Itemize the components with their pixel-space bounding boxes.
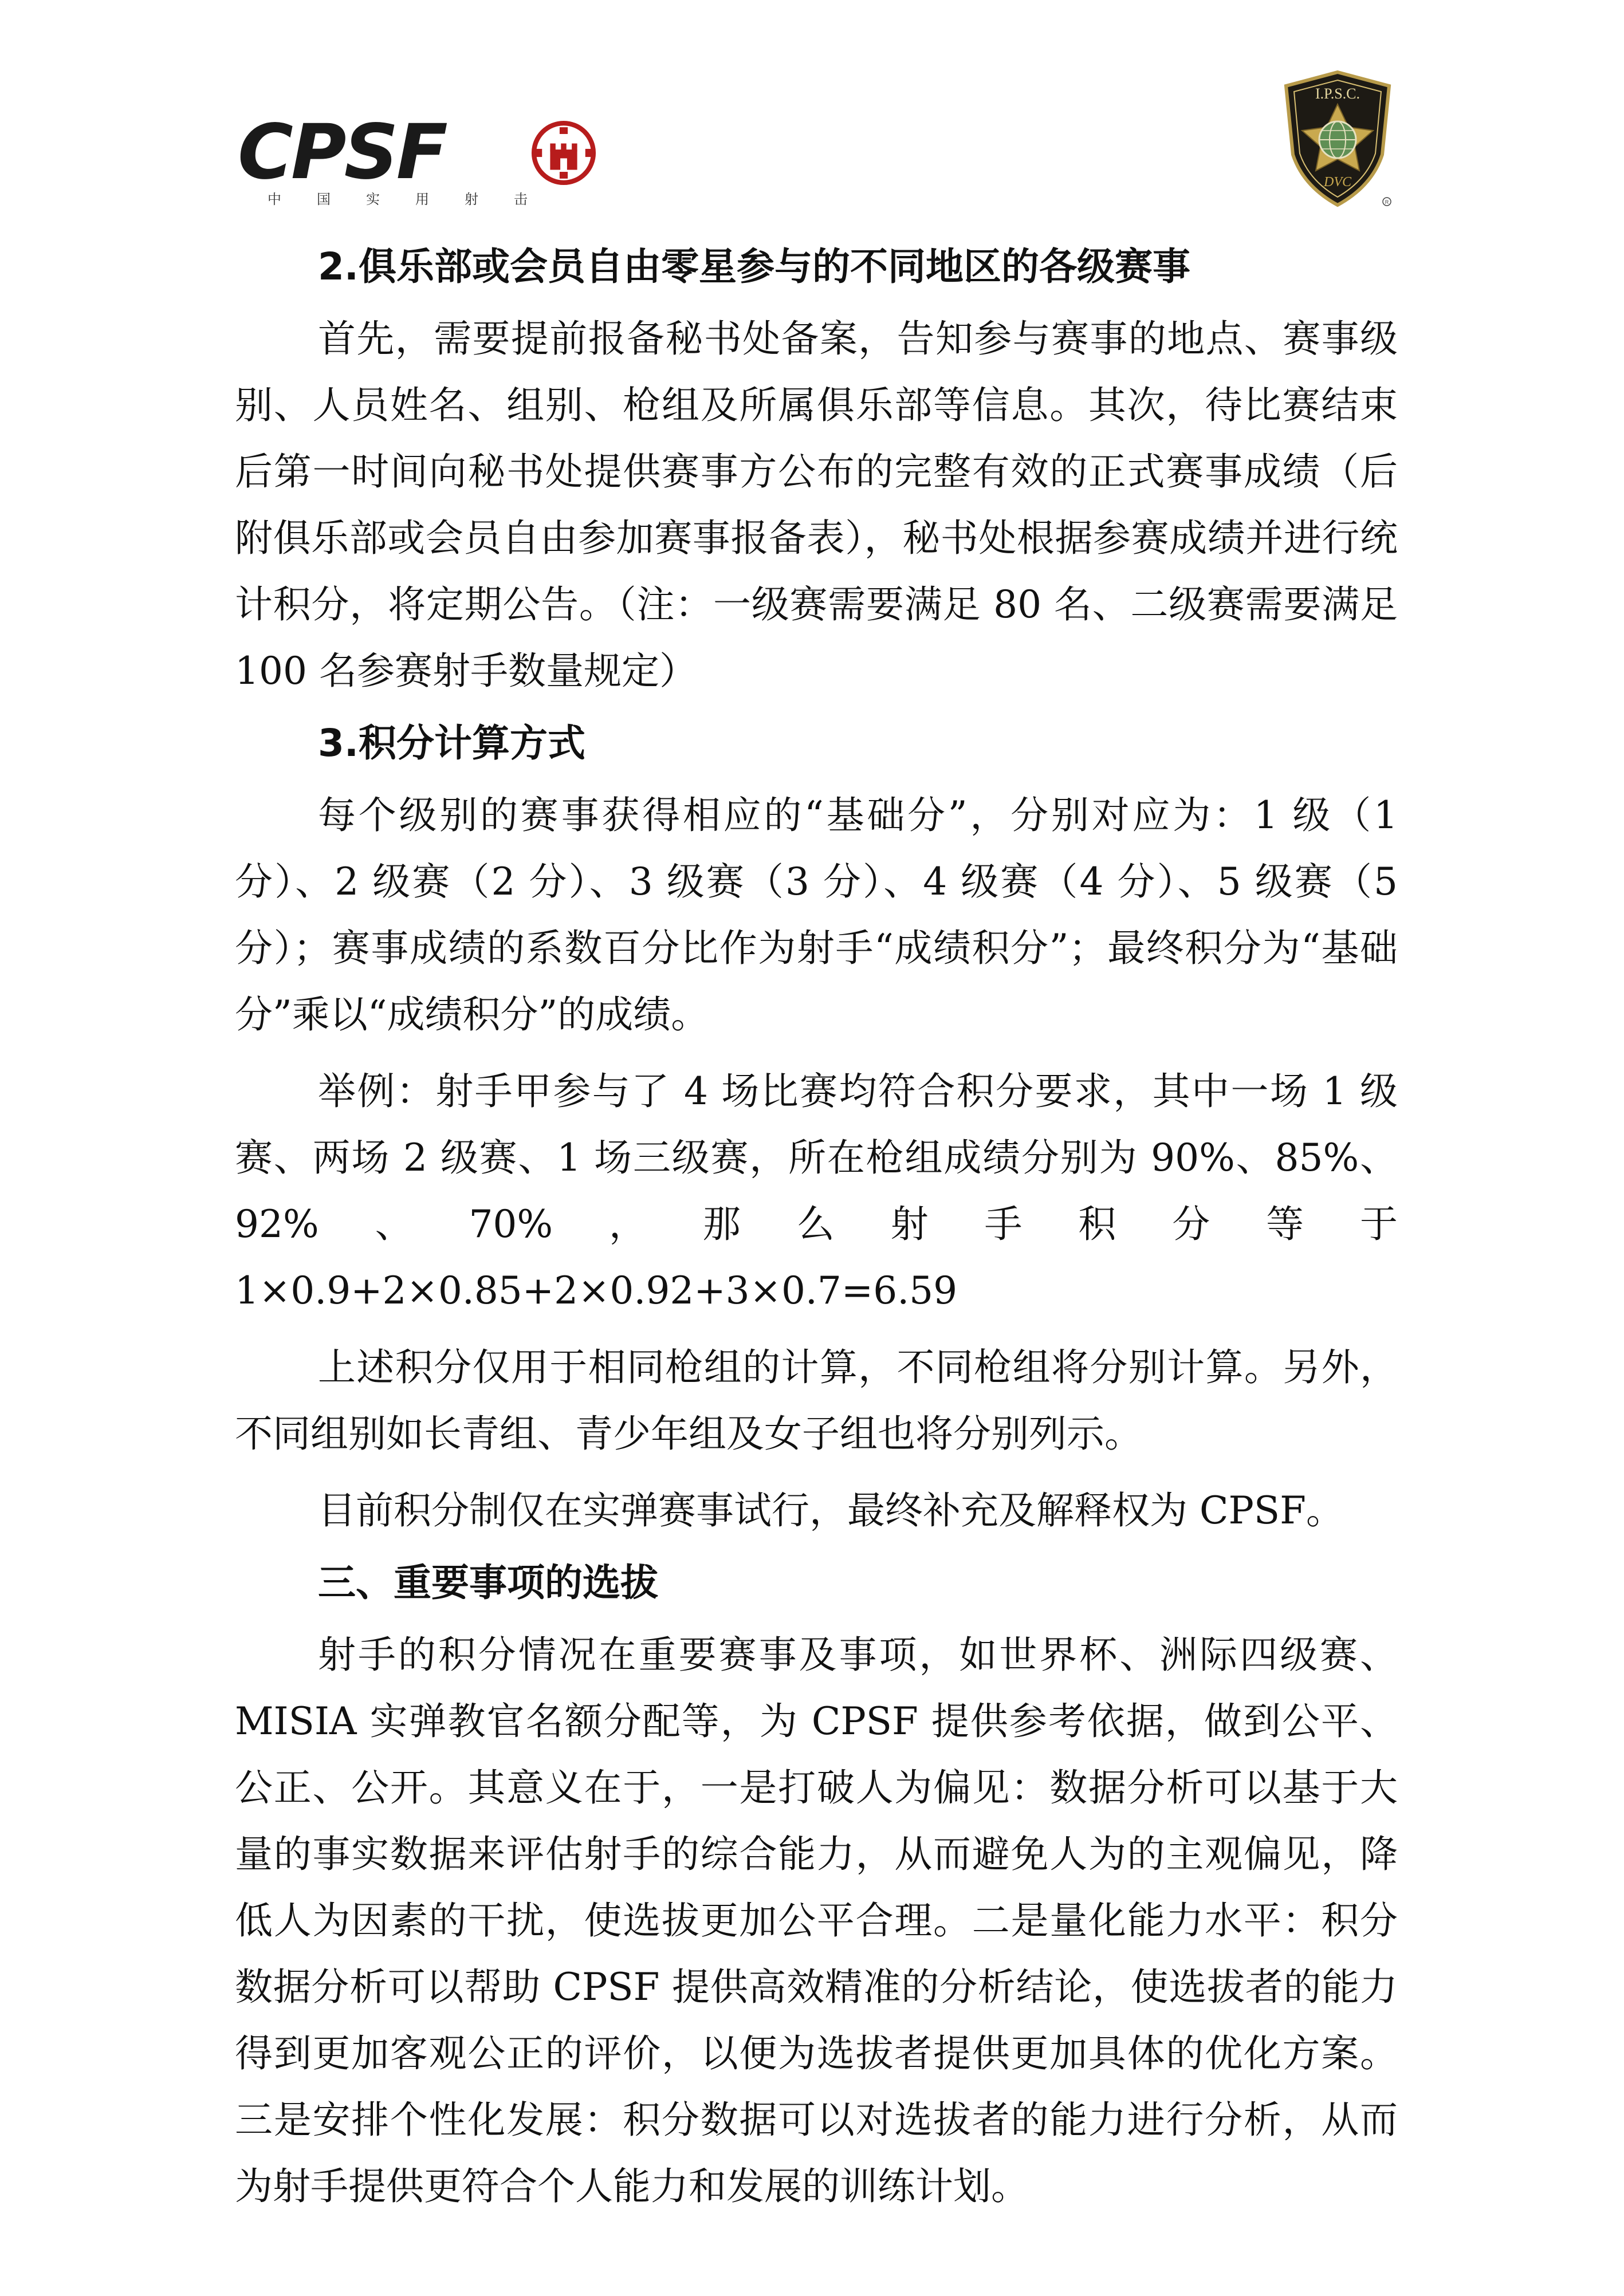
section-3-paragraph-2: 举例：射手甲参与了 4 场比赛均符合积分要求，其中一场 1 级赛、两场 2 级赛、1 场三级赛，所在枪组成绩分别为 90%、85%、92%、70%，那么射手积分等于 1×0.9+2×0.85+2×0.92+3×0.7=6.59 xyxy=(235,1069,1398,1313)
part-3-paragraph: 射手的积分情况在重要赛事及事项，如世界杯、洲际四级赛、MISIA 实弹教官名额分配等，为 CPSF 提供参考依据，做到公平、公正、公开。其意义在于，一是打破人为偏见：数据分析可以基于大量的事实数据来评估射手的综合能力，从而避免人为的主观偏见，降低人为因素的干扰，使选拔更加公平合理。二是量化能力水平：积分数据分析可以帮助 CPSF 提供高效精准的分析结论，使选拔者的能力得到更加客观公正的评价，以便为选拔者提供更加具体的优化方案。三是安排个性化发展：积分数据可以对选拔者的能力进行分析，从而为射手提供更符合个人能力和发展的训练计划。 xyxy=(235,1633,1398,2208)
svg-text:I.P.S.C.: I.P.S.C. xyxy=(1315,85,1360,102)
section-2-paragraph: 首先，需要提前报备秘书处备案，告知参与赛事的地点、赛事级别、人员姓名、组别、枪组及所属俱乐部等信息。其次，待比赛结束后第一时间向秘书处提供赛事方公布的完整有效的正式赛事成绩（后附俱乐部或会员自由参加赛事报备表），秘书处根据参赛成绩并进行统计积分，将定期公告。（注：一级赛需要满足 80 名、二级赛需要满足 100 名参赛射手数量规定） xyxy=(235,317,1398,693)
svg-text:R: R xyxy=(1385,199,1389,205)
document-body xyxy=(235,234,1398,2220)
cpsf-logo xyxy=(238,108,604,212)
page-header xyxy=(0,0,1624,229)
cpsf-tagline: 中国实用射击 xyxy=(268,191,563,207)
section-3-paragraph-4: 目前积分制仅在实弹赛事试行，最终补充及解释权为 CPSF。 xyxy=(318,1488,1344,1533)
svg-text:DVC: DVC xyxy=(1324,175,1351,190)
section-3-paragraph-1: 每个级别的赛事获得相应的“基础分”，分别对应为：1 级（1 分）、2 级赛（2 分）、3 级赛（3 分）、4 级赛（4 分）、5 级赛（5 分）；赛事成绩的系数百分比作为射手“成绩积分”；最终积分为“基础分”乘以“成绩积分”的成绩。 xyxy=(235,793,1398,1037)
section-2-heading: 2.俱乐部或会员自由零星参与的不同地区的各级赛事 xyxy=(318,245,1190,289)
part-3-heading: 三、重要事项的选拔 xyxy=(318,1561,658,1605)
section-3-heading: 3.积分计算方式 xyxy=(318,721,585,765)
cpsf-wordmark: CPSF xyxy=(238,108,446,196)
castle-emblem-icon xyxy=(530,119,597,187)
ipsc-logo xyxy=(1280,69,1395,209)
ipsc-shield-icon xyxy=(1280,69,1395,209)
section-3-paragraph-3: 上述积分仅用于相同枪组的计算，不同枪组将分别计算。另外，不同组别如长青组、青少年组及女子组也将分别列示。 xyxy=(235,1345,1398,1456)
